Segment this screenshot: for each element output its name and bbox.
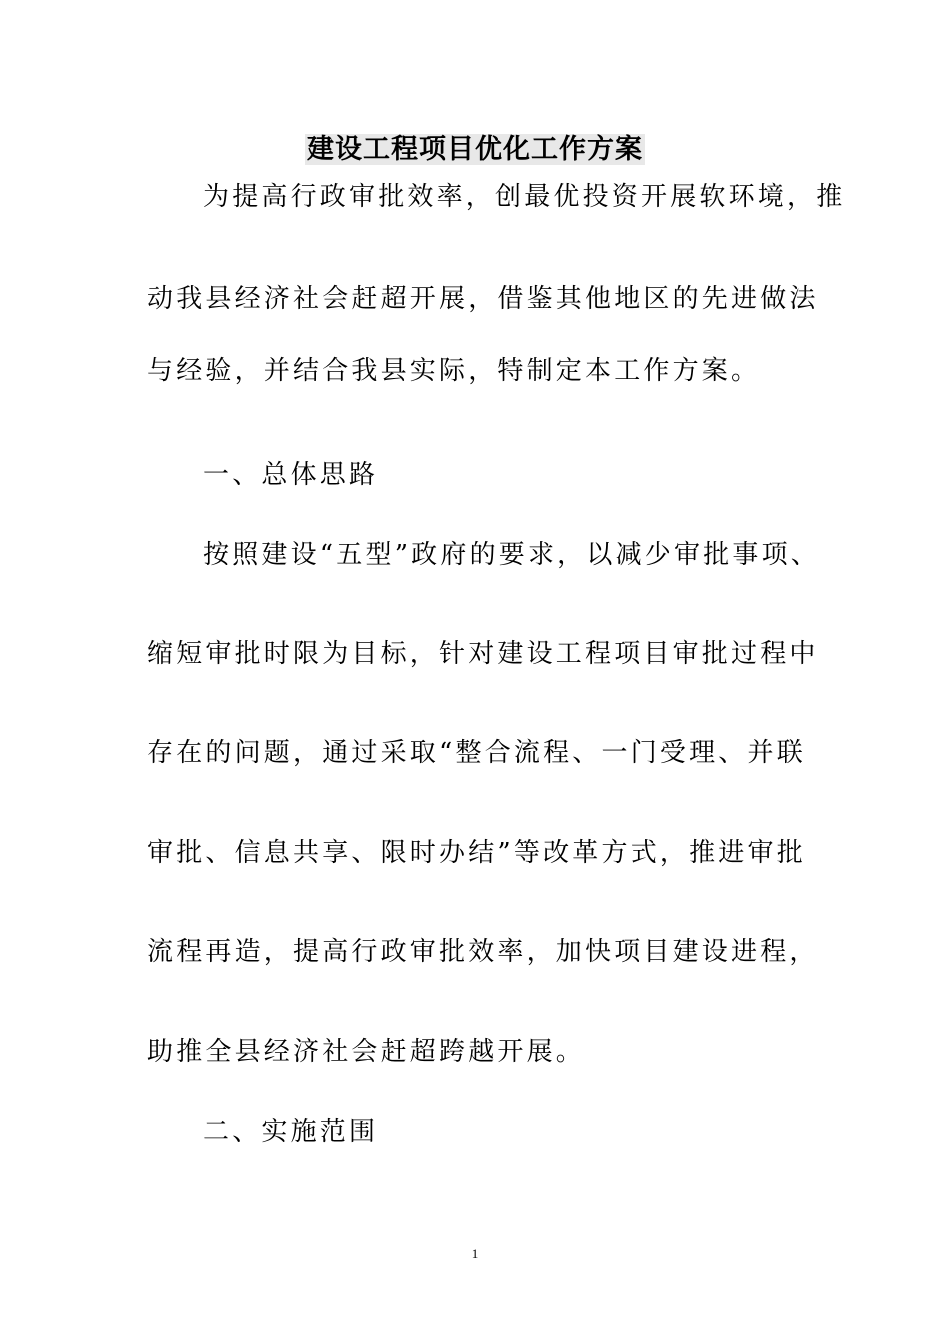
paragraph-line: 流程再造，提高行政审批效率，加快项目建设进程， [147,937,819,967]
paragraph-line: 为提高行政审批效率，创最优投资开展软环境，推 [203,182,846,212]
paragraph-line: 存在的问题，通过采取“整合流程、一门受理、并联 [147,738,806,768]
paragraph-line: 缩短审批时限为目标，针对建设工程项目审批过程中 [147,639,819,669]
paragraph-line: 审批、信息共享、限时办结”等改革方式，推进审批 [147,838,806,868]
paragraph-line: 助推全县经济社会赶超跨越开展。 [147,1037,586,1067]
section-heading: 二、实施范围 [203,1117,379,1147]
paragraph-line: 与经验，并结合我县实际，特制定本工作方案。 [147,356,761,386]
document-title: 建设工程项目优化工作方案 [307,134,643,165]
paragraph-line: 动我县经济社会赶超开展，借鉴其他地区的先进做法 [147,284,819,314]
page-number: 1 [471,1246,479,1261]
paragraph-line: 按照建设“五型”政府的要求，以减少审批事项、 [203,540,820,570]
section-heading: 一、总体思路 [203,460,379,490]
